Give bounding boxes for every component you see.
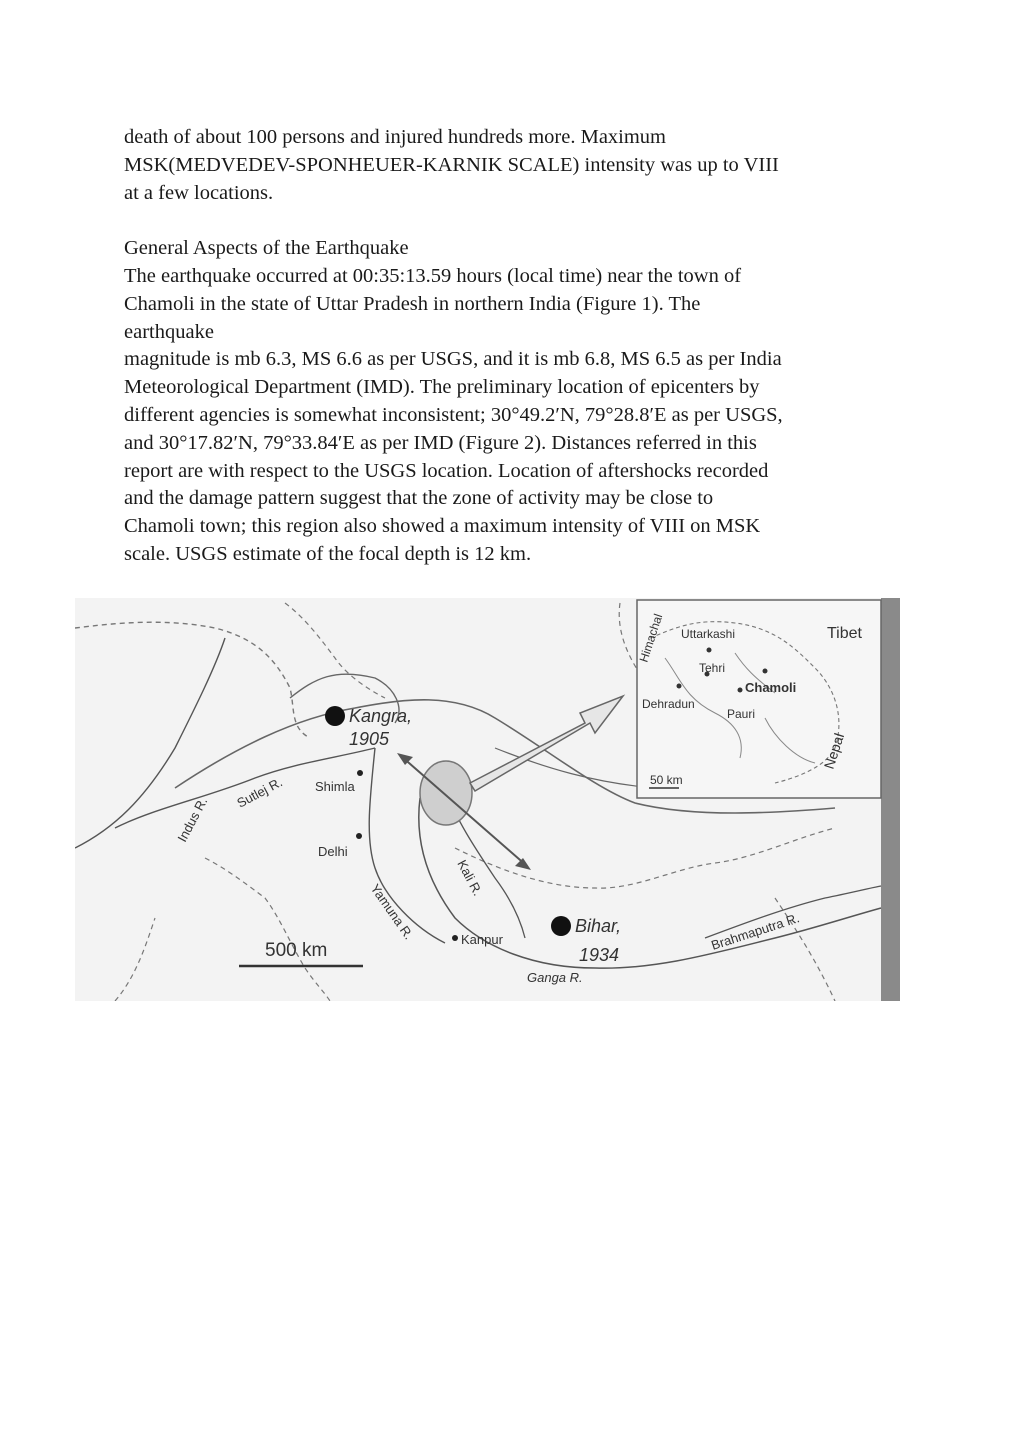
- earthquake-map: [75, 598, 900, 1001]
- bihar-year-label: 1934: [579, 945, 620, 965]
- shimla-dot: [357, 770, 363, 776]
- kanpur-label: Kanpur: [461, 932, 503, 947]
- delhi-label: Delhi: [318, 844, 348, 859]
- kangra-year-label: 1905: [349, 729, 390, 749]
- report-text: [124, 124, 914, 569]
- shimla-label: Shimla: [315, 779, 355, 794]
- bihar-label: Bihar,: [575, 916, 622, 936]
- inset-chamoli-label: Chamoli: [745, 680, 797, 695]
- inset-tibet-label: Tibet: [827, 625, 862, 642]
- paragraph-line: Meteorological Department (IMD). The preliminary location of epicenters by: [124, 376, 760, 399]
- ganga-label: Ganga R.: [527, 970, 583, 985]
- paragraph-line: different agencies is somewhat inconsistent; 30°49.2′N, 79°28.8′E as per USGS,: [124, 403, 783, 426]
- inset-himachal-label: Himachal: [636, 612, 666, 664]
- figure-border: [881, 598, 900, 1001]
- inset-tehri-label: Tehri: [699, 661, 726, 675]
- kangra-quake-marker: [325, 706, 345, 726]
- yamuna-label: Yamuna R.: [367, 881, 417, 943]
- inset-dehradun-label: Dehradun: [642, 697, 695, 711]
- paragraph-line: death of about 100 persons and injured hundreds more. Maximum: [124, 126, 666, 148]
- paragraph-line: report are with respect to the USGS location. Location of aftershocks recorded: [124, 459, 769, 482]
- paragraph-line: The earthquake occurred at 00:35:13.59 hours (local time) near the town of: [124, 264, 742, 287]
- earthquake-map-figure: [75, 598, 900, 1001]
- scale-label: 500 km: [265, 940, 328, 961]
- inset-nepal-label: Nepal: [820, 731, 848, 771]
- kangra-label: Kangra,: [349, 706, 413, 726]
- paragraph-line: scale. USGS estimate of the focal depth is 12 km.: [124, 542, 532, 565]
- paragraph-gap: [124, 207, 914, 235]
- inset-pauri-label: Pauri: [727, 707, 756, 721]
- paragraph-line: Chamoli in the state of Uttar Pradesh in northern India (Figure 1). The: [124, 292, 701, 315]
- brahmaputra-label: Brahmaputra R.: [709, 910, 802, 953]
- paragraph-line: Chamoli town; this region also showed a maximum intensity of VIII on MSK: [124, 515, 761, 538]
- sutlej-label: Sutlej R.: [234, 774, 285, 811]
- paragraph-line: MSK(MEDVEDEV-SPONHEUER-KARNIK SCALE) intensity was up to VIII: [124, 153, 779, 176]
- paragraph-line: at a few locations.: [124, 181, 274, 204]
- kanpur-dot: [452, 935, 458, 941]
- epicenter-zone: [420, 761, 472, 825]
- inset-uttarkashi-label: Uttarkashi: [681, 627, 736, 641]
- paragraph-line: and 30°17.82′N, 79°33.84′E as per IMD (Figure 2). Distances referred in this: [124, 431, 757, 454]
- delhi-dot: [356, 833, 362, 839]
- kali-label: Kali R.: [454, 857, 486, 899]
- paragraph-line: earthquake: [124, 320, 214, 343]
- paragraph-line: and the damage pattern suggest that the zone of activity may be close to: [124, 487, 714, 510]
- inset-scale-label: 50 km: [650, 773, 683, 787]
- section-heading: General Aspects of the Earthquake: [124, 237, 409, 260]
- bihar-quake-marker: [551, 916, 571, 936]
- indus-label: Indus R.: [174, 794, 211, 845]
- paragraph-line: magnitude is mb 6.3, MS 6.6 as per USGS, and it is mb 6.8, MS 6.5 as per India: [124, 348, 782, 371]
